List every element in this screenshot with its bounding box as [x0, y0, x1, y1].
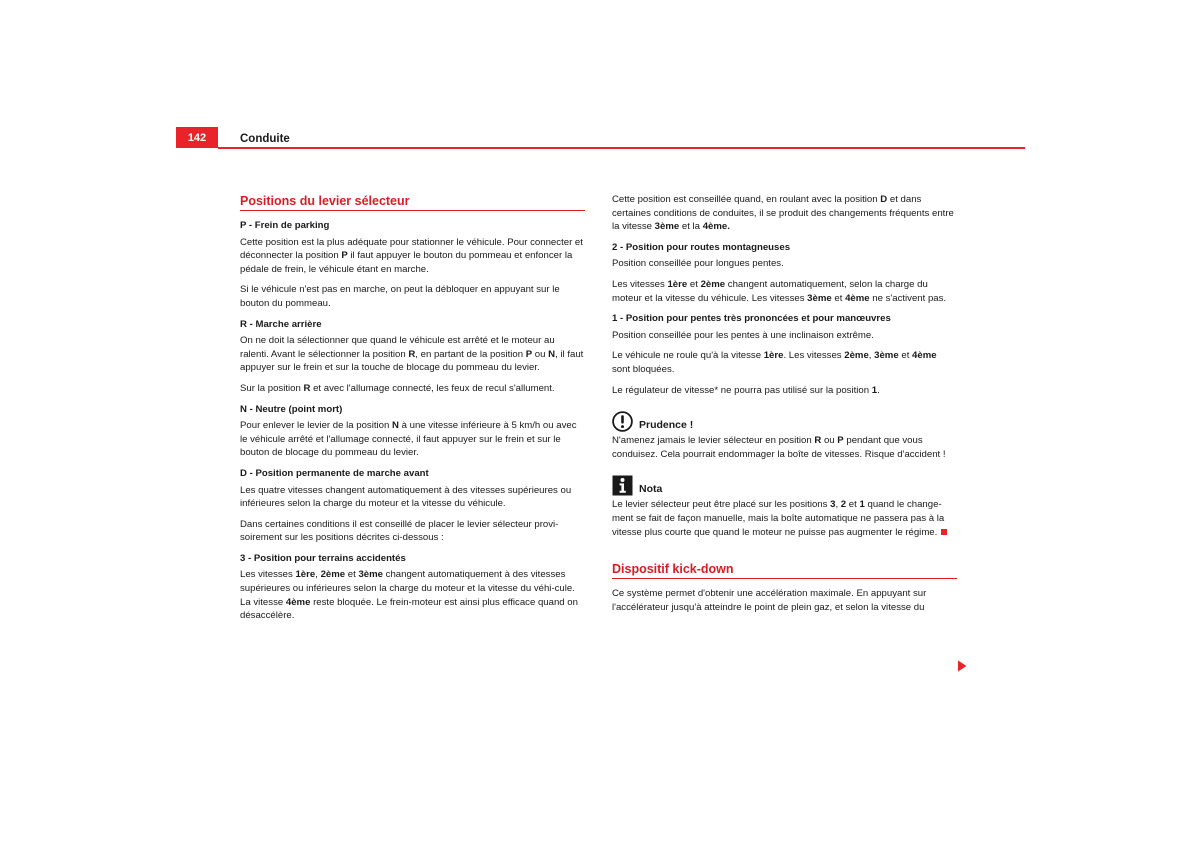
info-icon — [612, 475, 633, 496]
note-text — [612, 498, 957, 539]
body-paragraph: Dans certaines conditions il est conseillé de placer le levier sélecteur provi-soirement sur les positions décrites ci-dessous : — [240, 518, 559, 544]
right-blocks — [612, 241, 957, 397]
kick-down-text: Ce système permet d'obtenir une accélération maximale. En appuyant sur l'accélérateur jusqu'à atteindre le point de plein gaz, et selon la vitesse du — [612, 588, 927, 613]
subsection-heading: 1 - Position pour pentes très prononcées et pour manœuvres — [612, 313, 891, 325]
emphasis: 3 — [830, 499, 836, 511]
intro-paragraph: Cette position est conseillée quand, en roulant avec la position D et dans certaines conditions de conduites, il se produit des changements fréquents entre la vitesse 3ème et la 4ème. — [612, 194, 954, 233]
emphasis: 2ème — [320, 569, 346, 581]
emphasis: 3ème — [654, 221, 680, 233]
body-paragraph: Les quatre vitesses changent automatiquement à des vitesses supérieures ou inférieures selon la charge du moteur et la vitesse du véhicule. — [240, 484, 572, 510]
right-column — [612, 193, 957, 621]
continue-arrow-icon — [957, 660, 967, 672]
emphasis: D — [880, 194, 888, 205]
subsection-heading: P - Frein de parking — [240, 220, 330, 231]
emphasis: R — [408, 348, 416, 360]
emphasis: 1ère — [295, 569, 316, 581]
body-paragraph: Le véhicule ne roule qu'à la vitesse 1ère. Les vitesses 2ème, 3ème et 4ème sont bloquées. — [612, 350, 937, 375]
body-paragraph: Le régulateur de vitesse* ne pourra pas utilisé sur la position 1. — [612, 384, 880, 396]
body-paragraph: On ne doit la sélectionner que quand le véhicule est arrêté et le moteur au ralenti. Avant le sélectionner la position R, en partant de la position P ou N, il faut appuyer sur le frein et sur la touche de blocage du pommeau du levier. — [240, 335, 584, 374]
note-text-body: Le levier sélecteur peut être placé sur les positions 3, 2 et 1 quand le change-ment se fait de façon manuelle, mais la boîte automatique ne passera pas à la vitesse plus courte que quand le moteur ne puisse pas augmenter le régime. — [612, 499, 945, 538]
subsection-heading: N - Neutre (point mort) — [240, 403, 343, 415]
subsection-heading: R - Marche arrière — [240, 318, 322, 330]
emphasis: 1ère — [667, 278, 688, 290]
body-paragraph: Les vitesses 1ère et 2ème changent automatiquement, selon la charge du moteur et la vitesse du véhicule. Les vitesses 3ème et 4ème ne s'activent pas. — [612, 278, 947, 304]
emphasis: 4ème — [845, 292, 870, 304]
subsection-heading: D - Position permanente de marche avant — [240, 467, 429, 479]
note-title: Nota — [639, 483, 663, 496]
emphasis: 1 — [859, 499, 865, 511]
end-square-icon — [941, 529, 947, 535]
subsection-heading: 2 - Position pour routes montagneuses — [612, 241, 791, 253]
page-number: 142 — [176, 127, 218, 148]
body-paragraph: Position conseillée pour longues pentes. — [612, 258, 784, 270]
emphasis: 4ème. — [702, 221, 730, 233]
body-paragraph: Les vitesses 1ère, 2ème et 3ème changent automatiquement à des vitesses supérieures ou inférieures selon la charge du moteur et la vitesse du véhi-cule. La vitesse 4ème reste bloquée. Le frein-moteur est ainsi plus efficace quand on désaccélère. — [240, 569, 578, 622]
emphasis: R — [814, 435, 822, 447]
emphasis: N — [548, 348, 556, 360]
emphasis: 4ème — [912, 350, 937, 362]
left-blocks — [240, 219, 585, 623]
section-title-kick-down: Dispositif kick-down — [612, 561, 957, 579]
emphasis: 1ère — [763, 350, 784, 362]
emphasis: N — [392, 420, 399, 432]
emphasis: 1 — [871, 384, 878, 396]
note-header — [612, 475, 957, 496]
left-column — [240, 193, 585, 630]
body-paragraph: Position conseillée pour les pentes à une inclinaison extrême. — [612, 329, 874, 341]
chapter-title: Conduite — [240, 133, 290, 145]
emphasis: R — [303, 382, 311, 394]
emphasis: 2ème — [700, 278, 726, 290]
emphasis: P — [341, 250, 348, 262]
emphasis: 4ème — [285, 596, 311, 608]
header-rule — [218, 147, 1025, 149]
body-paragraph: Si le véhicule n'est pas en marche, on peut la débloquer en appuyant sur le bouton du pommeau. — [240, 284, 560, 309]
section-title-lever-positions: Positions du levier sélecteur — [240, 193, 585, 211]
body-paragraph: Pour enlever le levier de la position N à une vitesse inférieure à 5 km/h ou avec le véhicule arrêté et l'allumage connecté, il faut appuyer sur le frein et sur le bouton de blocage du pommeau du levier. — [240, 420, 577, 459]
emphasis: P — [837, 435, 844, 447]
caution-icon — [612, 411, 633, 432]
emphasis: P — [525, 348, 533, 360]
emphasis: 3ème — [807, 292, 832, 304]
caution-text: N'amenez jamais le levier sélecteur en position R ou P pendant que vous conduisez. Cela pourrait endommager la boîte de vitesses. Risque d'accident ! — [612, 435, 946, 460]
emphasis: 2 — [840, 499, 847, 511]
caution-title: Prudence ! — [639, 419, 694, 432]
subsection-heading: 3 - Position pour terrains accidentés — [240, 552, 406, 564]
caution-header — [612, 411, 957, 432]
body-paragraph: Cette position est la plus adéquate pour stationner le véhicule. Pour connecter et déconnecter la position P il faut appuyer le bouton du pommeau et enfoncer la pédale de frein, le véhicule étant en marche. — [240, 236, 583, 275]
emphasis: 3ème — [358, 569, 383, 581]
emphasis: 3ème — [874, 350, 899, 362]
emphasis: 2ème — [844, 350, 869, 362]
body-paragraph: Sur la position R et avec l'allumage connecté, les feux de recul s'allument. — [240, 382, 555, 394]
